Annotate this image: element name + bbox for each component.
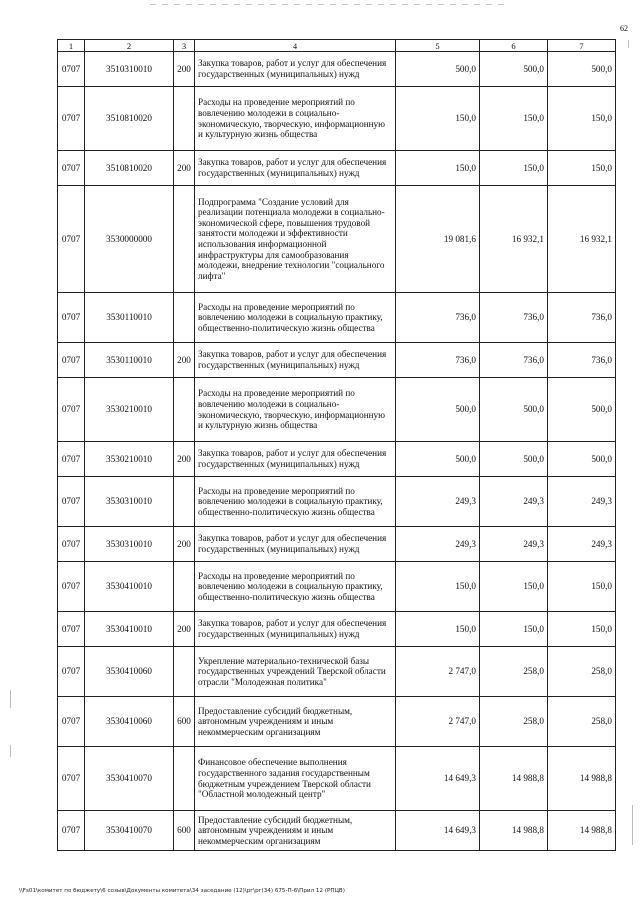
name-cell: Финансовое обеспечение выполнения государственного задания государственным бюджетным учреждением Тверской области "Областной молодежный центр" xyxy=(195,747,396,811)
type-cell: 200 xyxy=(174,343,195,378)
value-cell-7: 249,3 xyxy=(548,477,616,527)
section-cell: 0707 xyxy=(58,442,85,477)
name-cell: Предоставление субсидий бюджетным, автономным учреждениям и иным некоммерческим организациям xyxy=(195,811,396,851)
table-row xyxy=(58,378,616,442)
value-cell-7: 736,0 xyxy=(548,293,616,343)
name-cell: Укрепление материально-технической базы государственных учреждений Тверской области отрасли "Молодежная политика" xyxy=(195,647,396,697)
value-cell-5: 150,0 xyxy=(396,612,480,647)
value-cell-6: 500,0 xyxy=(480,378,548,442)
value-cell-5: 150,0 xyxy=(396,87,480,151)
scan-artifact xyxy=(150,4,510,5)
value-cell-7: 14 988,8 xyxy=(548,747,616,811)
type-cell: 200 xyxy=(174,52,195,87)
section-cell: 0707 xyxy=(58,378,85,442)
name-cell: Расходы на проведение мероприятий по вовлечению молодежи в социальную практику, общественно-политическую жизнь общества xyxy=(195,562,396,612)
column-header: 5 xyxy=(396,40,480,52)
budget-table xyxy=(57,39,616,851)
section-cell: 0707 xyxy=(58,747,85,811)
table-row xyxy=(58,442,616,477)
type-cell: 200 xyxy=(174,442,195,477)
scan-artifact xyxy=(10,690,11,708)
table-row xyxy=(58,293,616,343)
table-row xyxy=(58,527,616,562)
column-header: 2 xyxy=(85,40,174,52)
name-cell: Закупка товаров, работ и услуг для обеспечения государственных (муниципальных) нужд xyxy=(195,612,396,647)
footer-file-path: \\Fs01\комитет по бюджету\6 созыв\Документы комитета\34 заседание (12)\рг\рг(34) 675-П-6\Прил 12 (РПЦВ) xyxy=(19,888,345,894)
section-cell: 0707 xyxy=(58,186,85,293)
type-cell xyxy=(174,378,195,442)
value-cell-6: 14 988,8 xyxy=(480,811,548,851)
name-cell: Расходы на проведение мероприятий по вовлечению молодежи в социально-экономическую, творческую, информационную и культурную жизнь общества xyxy=(195,87,396,151)
column-header: 6 xyxy=(480,40,548,52)
value-cell-6: 258,0 xyxy=(480,697,548,747)
value-cell-5: 736,0 xyxy=(396,293,480,343)
value-cell-6: 500,0 xyxy=(480,52,548,87)
value-cell-5: 500,0 xyxy=(396,378,480,442)
value-cell-7: 150,0 xyxy=(548,612,616,647)
section-cell: 0707 xyxy=(58,293,85,343)
type-cell xyxy=(174,647,195,697)
code-cell: 3530310010 xyxy=(85,527,174,562)
table-row xyxy=(58,87,616,151)
value-cell-7: 249,3 xyxy=(548,527,616,562)
value-cell-6: 150,0 xyxy=(480,151,548,186)
section-cell: 0707 xyxy=(58,477,85,527)
type-cell xyxy=(174,562,195,612)
table-row xyxy=(58,612,616,647)
scan-artifact xyxy=(10,745,11,757)
value-cell-6: 150,0 xyxy=(480,612,548,647)
section-cell: 0707 xyxy=(58,562,85,612)
type-cell: 200 xyxy=(174,151,195,186)
name-cell: Закупка товаров, работ и услуг для обеспечения государственных (муниципальных) нужд xyxy=(195,343,396,378)
column-header: 4 xyxy=(195,40,396,52)
code-cell: 3530310010 xyxy=(85,477,174,527)
section-cell: 0707 xyxy=(58,527,85,562)
section-cell: 0707 xyxy=(58,697,85,747)
table-row xyxy=(58,477,616,527)
name-cell: Закупка товаров, работ и услуг для обеспечения государственных (муниципальных) нужд xyxy=(195,151,396,186)
value-cell-5: 249,3 xyxy=(396,527,480,562)
value-cell-5: 500,0 xyxy=(396,52,480,87)
name-cell: Расходы на проведение мероприятий по вовлечению молодежи в социальную практику, общественно-политическую жизнь общества xyxy=(195,477,396,527)
code-cell: 3530110010 xyxy=(85,293,174,343)
scan-artifact xyxy=(632,805,633,845)
value-cell-6: 249,3 xyxy=(480,527,548,562)
value-cell-7: 150,0 xyxy=(548,87,616,151)
table-row xyxy=(58,151,616,186)
table-row xyxy=(58,52,616,87)
name-cell: Закупка товаров, работ и услуг для обеспечения государственных (муниципальных) нужд xyxy=(195,527,396,562)
type-cell xyxy=(174,293,195,343)
value-cell-6: 150,0 xyxy=(480,87,548,151)
value-cell-6: 16 932,1 xyxy=(480,186,548,293)
value-cell-7: 500,0 xyxy=(548,378,616,442)
code-cell: 3530210010 xyxy=(85,442,174,477)
table-header-row xyxy=(58,40,616,52)
section-cell: 0707 xyxy=(58,343,85,378)
value-cell-7: 150,0 xyxy=(548,151,616,186)
table-row xyxy=(58,562,616,612)
type-cell: 600 xyxy=(174,697,195,747)
value-cell-6: 736,0 xyxy=(480,293,548,343)
value-cell-6: 736,0 xyxy=(480,343,548,378)
name-cell: Расходы на проведение мероприятий по вовлечению молодежи в социальную практику, общественно-политическую жизнь общества xyxy=(195,293,396,343)
type-cell: 200 xyxy=(174,612,195,647)
section-cell: 0707 xyxy=(58,151,85,186)
name-cell: Подпрограмма "Создание условий для реализации потенциала молодежи в социально-экономической сфере, повышения трудовой занятости молодежи и эффективности использования информационной инфраструктуры для самообразования молодежи, внедрение технологии "социального лифта" xyxy=(195,186,396,293)
value-cell-7: 16 932,1 xyxy=(548,186,616,293)
table-row xyxy=(58,811,616,851)
value-cell-7: 150,0 xyxy=(548,562,616,612)
table-row xyxy=(58,697,616,747)
value-cell-7: 736,0 xyxy=(548,343,616,378)
section-cell: 0707 xyxy=(58,52,85,87)
name-cell: Расходы на проведение мероприятий по вовлечению молодежи в социально-экономическую, творческую, информационную и культурную жизнь общества xyxy=(195,378,396,442)
value-cell-6: 249,3 xyxy=(480,477,548,527)
value-cell-5: 2 747,0 xyxy=(396,647,480,697)
column-header: 7 xyxy=(548,40,616,52)
value-cell-5: 736,0 xyxy=(396,343,480,378)
code-cell: 3530110010 xyxy=(85,343,174,378)
name-cell: Предоставление субсидий бюджетным, автономным учреждениям и иным некоммерческим организациям xyxy=(195,697,396,747)
value-cell-7: 500,0 xyxy=(548,442,616,477)
value-cell-5: 249,3 xyxy=(396,477,480,527)
section-cell: 0707 xyxy=(58,612,85,647)
table-row xyxy=(58,343,616,378)
column-header: 3 xyxy=(174,40,195,52)
code-cell: 3530410010 xyxy=(85,562,174,612)
value-cell-5: 14 649,3 xyxy=(396,811,480,851)
code-cell: 3530210010 xyxy=(85,378,174,442)
value-cell-5: 500,0 xyxy=(396,442,480,477)
value-cell-5: 150,0 xyxy=(396,151,480,186)
value-cell-5: 19 081,6 xyxy=(396,186,480,293)
code-cell: 3530410010 xyxy=(85,612,174,647)
section-cell: 0707 xyxy=(58,647,85,697)
section-cell: 0707 xyxy=(58,811,85,851)
value-cell-7: 500,0 xyxy=(548,52,616,87)
value-cell-6: 150,0 xyxy=(480,562,548,612)
code-cell: 3530000000 xyxy=(85,186,174,293)
code-cell: 3510810020 xyxy=(85,87,174,151)
value-cell-6: 258,0 xyxy=(480,647,548,697)
code-cell: 3530410060 xyxy=(85,647,174,697)
name-cell: Закупка товаров, работ и услуг для обеспечения государственных (муниципальных) нужд xyxy=(195,52,396,87)
value-cell-5: 14 649,3 xyxy=(396,747,480,811)
value-cell-5: 2 747,0 xyxy=(396,697,480,747)
value-cell-6: 500,0 xyxy=(480,442,548,477)
section-cell: 0707 xyxy=(58,87,85,151)
value-cell-7: 258,0 xyxy=(548,647,616,697)
scan-artifact xyxy=(628,40,629,48)
type-cell xyxy=(174,477,195,527)
value-cell-7: 14 988,8 xyxy=(548,811,616,851)
type-cell xyxy=(174,87,195,151)
code-cell: 3510310010 xyxy=(85,52,174,87)
table-row xyxy=(58,747,616,811)
code-cell: 3530410070 xyxy=(85,747,174,811)
code-cell: 3530410070 xyxy=(85,811,174,851)
code-cell: 3530410060 xyxy=(85,697,174,747)
table-row xyxy=(58,647,616,697)
type-cell: 600 xyxy=(174,811,195,851)
table-row xyxy=(58,186,616,293)
type-cell: 200 xyxy=(174,527,195,562)
column-header: 1 xyxy=(58,40,85,52)
value-cell-7: 258,0 xyxy=(548,697,616,747)
code-cell: 3510810020 xyxy=(85,151,174,186)
value-cell-6: 14 988,8 xyxy=(480,747,548,811)
page-number: 62 xyxy=(620,24,628,33)
name-cell: Закупка товаров, работ и услуг для обеспечения государственных (муниципальных) нужд xyxy=(195,442,396,477)
type-cell xyxy=(174,186,195,293)
type-cell xyxy=(174,747,195,811)
value-cell-5: 150,0 xyxy=(396,562,480,612)
